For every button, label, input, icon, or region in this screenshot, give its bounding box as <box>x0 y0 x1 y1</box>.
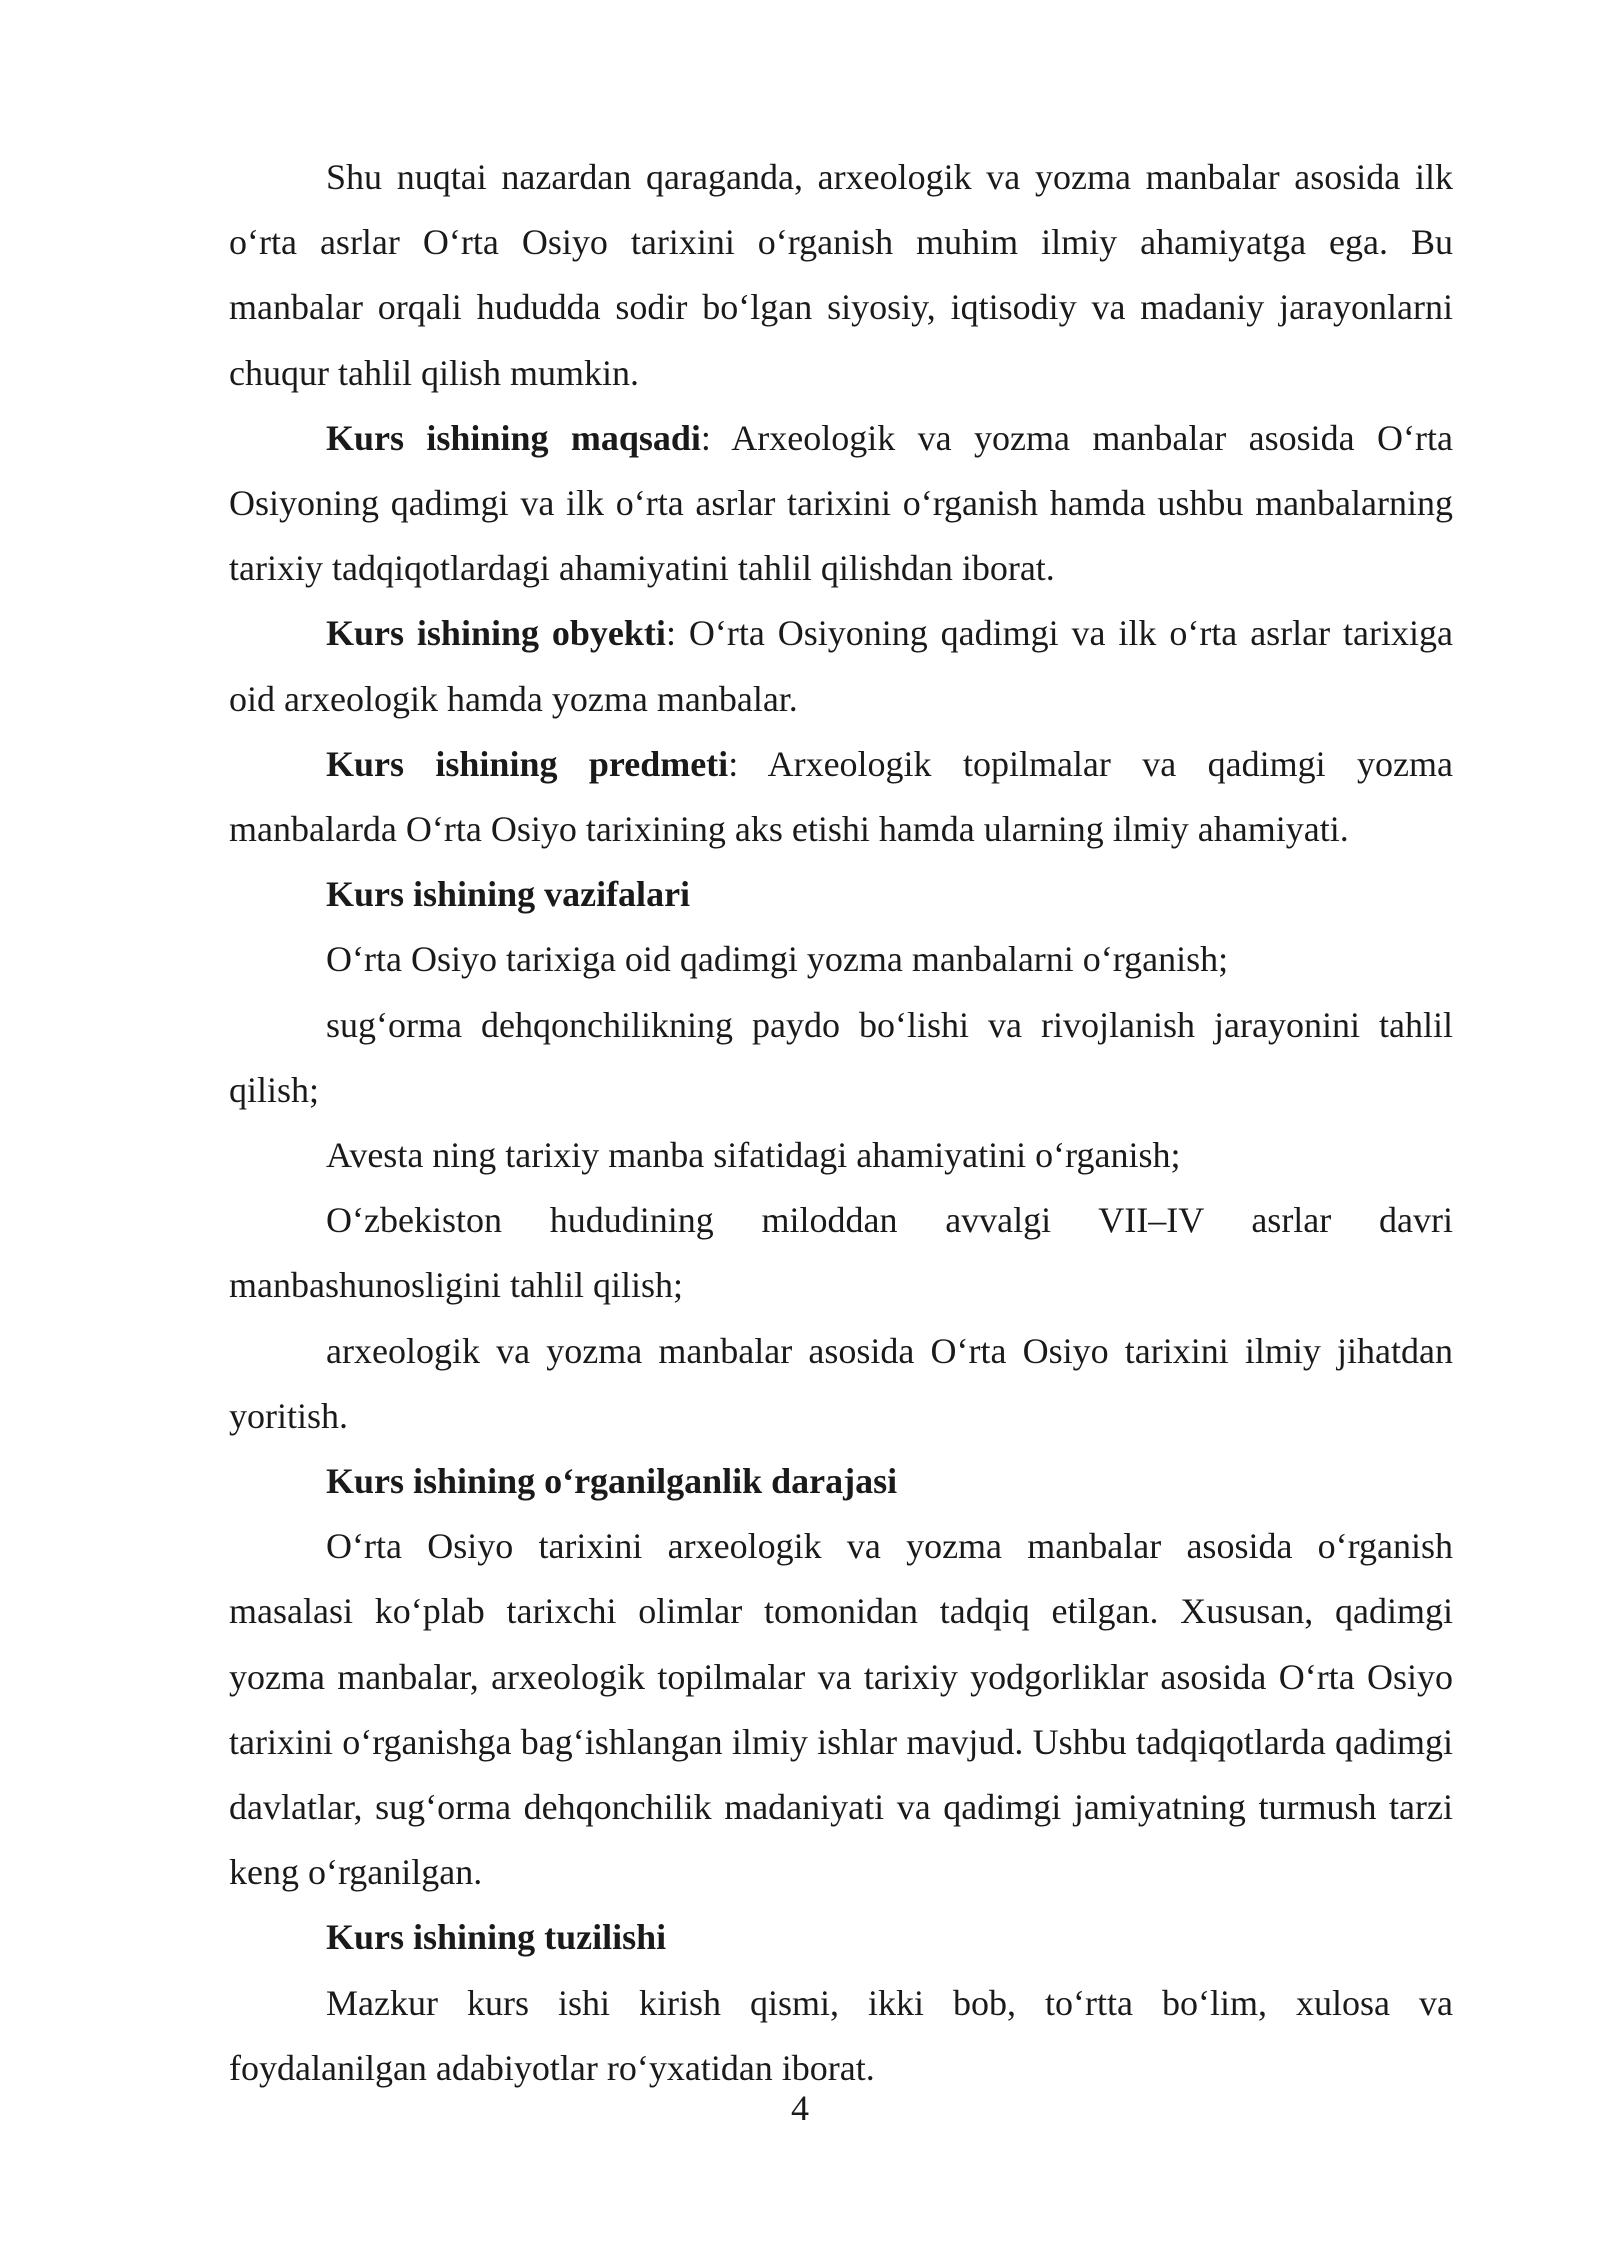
study-level-heading: Kurs ishining o‘rganilganlik darajasi <box>326 1461 898 1502</box>
structure-heading: Kurs ishining tuzilishi <box>326 1917 667 1958</box>
object-label: Kurs ishining obyekti <box>326 613 666 654</box>
task-item: sug‘orma dehqonchilikning paydo bo‘lishi va rivojlanish jarayonini tahlil qilish; <box>229 1004 1453 1110</box>
structure-paragraph: Mazkur kurs ishi kirish qismi, ikki bob, to‘rtta bo‘lim, xulosa va foydalanilgan adabiyotlar ro‘yxatidan iborat. <box>229 1982 1453 2088</box>
study-level-paragraph: O‘rta Osiyo tarixini arxeologik va yozma manbalar asosida o‘rganish masalasi ko‘plab tarixchi olimlar tomonidan tadqiq etilgan. Xususan, qadimgi yozma manbalar, arxeologik topilmalar va tarixiy yodgorliklar asosida O‘rta Osiyo tarixini o‘rganishga bag‘ishlangan ilmiy ishlar mavjud. Ushbu tadqiqotlarda qadimgi davlatlar, sug‘orma dehqonchilik madaniyati va qadimgi jamiyatning turmush tarzi keng o‘rganilgan. <box>229 1526 1453 1893</box>
goal-label: Kurs ishining maqsadi <box>326 417 701 458</box>
subject-label: Kurs ishining predmeti <box>326 743 729 784</box>
intro-paragraph: Shu nuqtai nazardan qaraganda, arxeologik va yozma manbalar asosida ilk o‘rta asrlar O‘rta Osiyo tarixini o‘rganish muhim ilmiy ahamiyatga ega. Bu manbalar orqali hududda sodir bo‘lgan siyosiy, iqtisodiy va madaniy jarayonlarni chuqur tahlil qilish mumkin. <box>229 157 1453 393</box>
subject-text: : Arxeologik topilmalar va qadimgi yozma manbalarda O‘rta Osiyo tarixining aks etishi hamda ularning ilmiy ahamiyati. <box>229 743 1453 850</box>
page-number: 4 <box>791 2088 809 2128</box>
task-item: arxeologik va yozma manbalar asosida O‘rta Osiyo tarixini ilmiy jihatdan yoritish. <box>229 1330 1453 1436</box>
tasks-heading: Kurs ishining vazifalari <box>326 874 691 915</box>
object-text: : O‘rta Osiyoning qadimgi va ilk o‘rta asrlar tarixiga oid arxeologik hamda yozma manbalar. <box>229 613 1454 719</box>
goal-paragraph <box>229 406 1453 602</box>
object-paragraph <box>229 601 1453 731</box>
goal-text: : Arxeologik va yozma manbalar asosida O‘rta Osiyoning qadimgi va ilk o‘rta asrlar tarixini o‘rganish hamda ushbu manbalarning tarixiy tadqiqotlardagi ahamiyatini tahlil qilishdan iborat. <box>229 417 1453 589</box>
task-item: O‘rta Osiyo tarixiga oid qadimgi yozma manbalarni o‘rganish; <box>326 939 1229 980</box>
task-item: Avesta ning tarixiy manba sifatidagi ahamiyatini o‘rganish; <box>326 1135 1181 1176</box>
subject-paragraph <box>229 732 1453 862</box>
document-page <box>229 145 1453 2101</box>
task-item: O‘zbekiston hududining miloddan avvalgi VII–IV asrlar davri manbashunosligini tahlil qilish; <box>229 1200 1453 1306</box>
